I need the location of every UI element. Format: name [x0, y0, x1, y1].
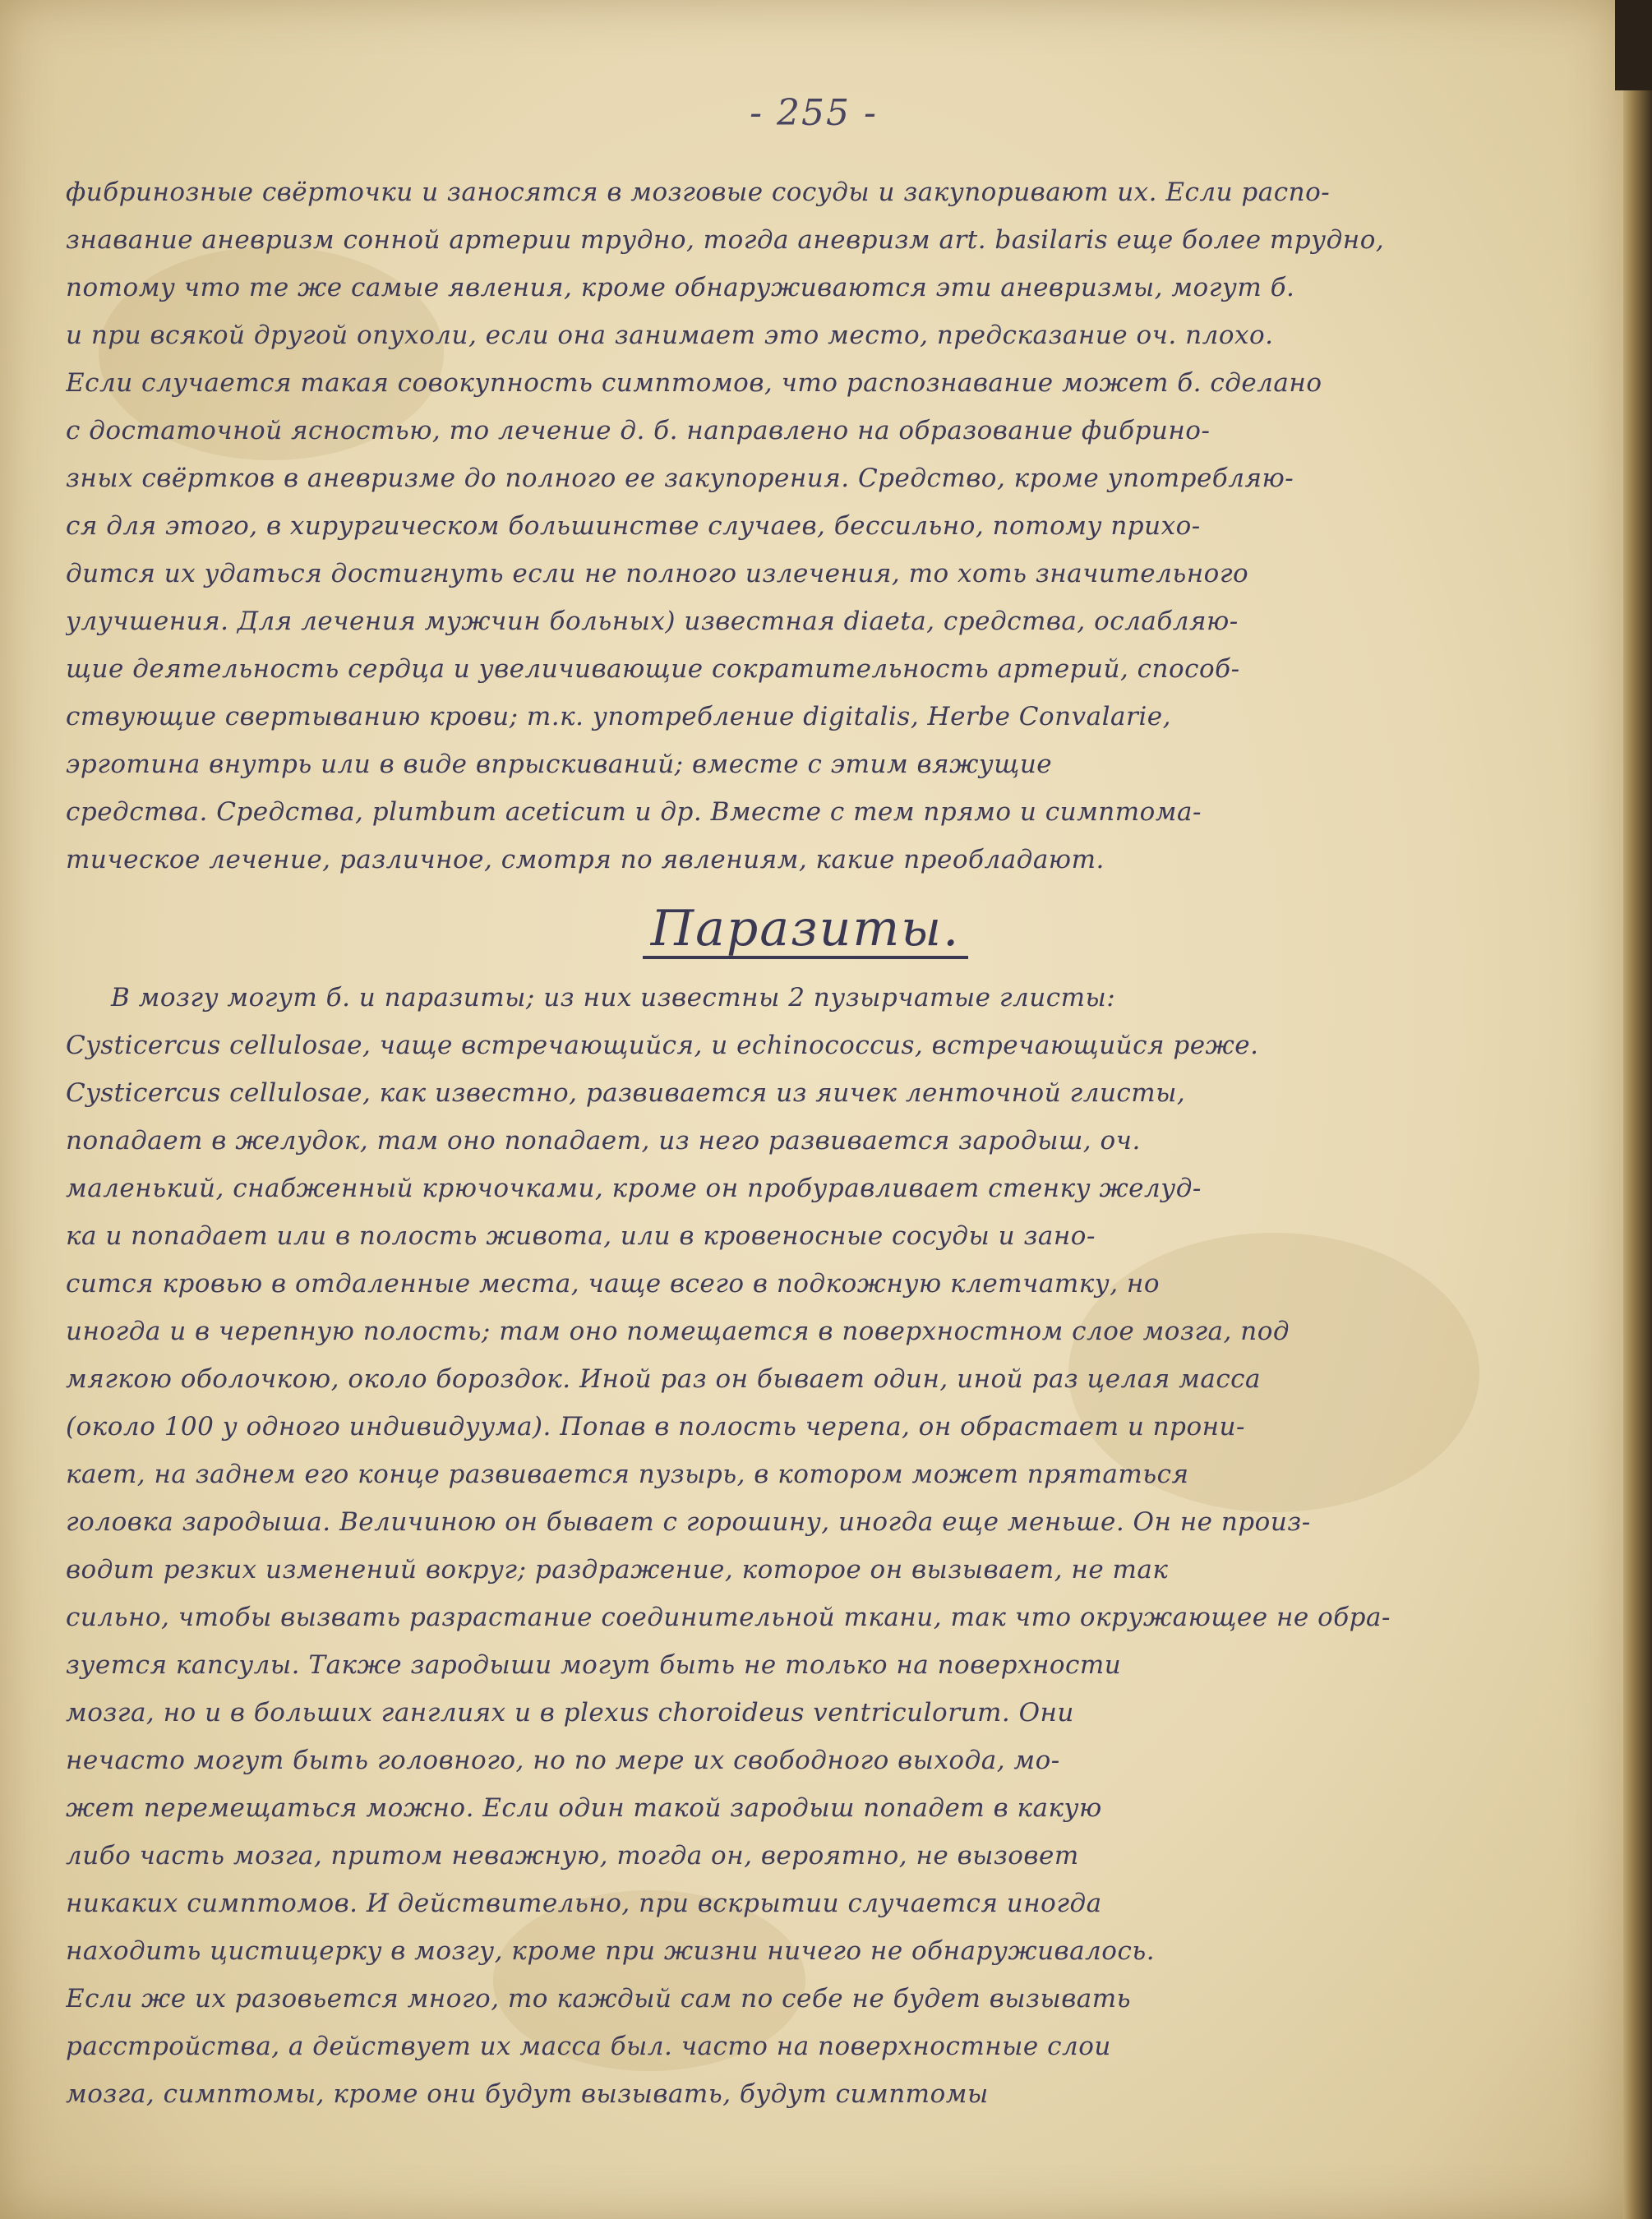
text-line: эрготина внутрь или в виде впрыскиваний; вместе с этим вяжущие — [66, 750, 1053, 779]
text-line: тическое лечение, различное, смотря по явлениям, какие преобладают. — [66, 845, 1105, 874]
section-heading — [66, 883, 1545, 974]
text-line: маленький, снабженный крючочками, кроме он пробуравливает стенку желуд- — [66, 1174, 1202, 1203]
book-spine-edge — [1623, 0, 1652, 2219]
text-line: сится кровью в отдаленные места, чаще всего в подкожную клетчатку, но — [66, 1269, 1161, 1299]
text-line: ка и попадает или в полость живота, или в кровеносные сосуды и зано- — [66, 1221, 1096, 1251]
text-line: иногда и в черепную полость; там оно помещается в поверхностном слое мозга, под — [66, 1317, 1290, 1346]
text-line: попадает в желудок, там оно попадает, из него развивается зародыш, оч. — [66, 1126, 1141, 1156]
text-line: потому что те же самые явления, кроме обнаруживаются эти аневризмы, могут б. — [66, 273, 1295, 302]
text-line: знавание аневризм сонной артерии трудно, тогда аневризм art. basilaris еще более трудно, — [66, 225, 1385, 255]
text-line: находить цистицерку в мозгу, кроме при жизни ничего не обнаруживалось. — [66, 1936, 1156, 1966]
text-line: головка зародыша. Величиною он бывает с горошину, иногда еще меньше. Он не произ- — [66, 1507, 1311, 1537]
text-line: дится их удаться достигнуть если не полного излечения, то хоть значительного — [66, 559, 1249, 588]
text-line: зных свёртков в аневризме до полного ее закупорения. Средство, кроме употребляю- — [66, 464, 1294, 493]
book-corner-shadow — [1615, 0, 1652, 90]
text-line: ся для этого, в хирургическом большинстве случаев, бессильно, потому прихо- — [66, 511, 1201, 541]
text-line: расстройства, а действует их масса был. часто на поверхностные слои — [66, 2032, 1111, 2061]
text-line: и при всякой другой опухоли, если она занимает это место, предсказание оч. плохо. — [66, 321, 1274, 350]
text-line: жет перемещаться можно. Если один такой зародыш попадет в какую — [66, 1793, 1102, 1823]
text-line: В мозгу могут б. и паразиты; из них известны 2 пузырчатые глисты: — [111, 983, 1116, 1013]
text-line: средства. Средства, plumbum aceticum и др. Вместе с тем прямо и симптома- — [66, 797, 1202, 827]
text-line: кает, на заднем его конце развивается пузырь, в котором может прятаться — [66, 1460, 1189, 1489]
page-number: - 255 - — [750, 92, 878, 134]
text-line: Cysticercus cellulosae, чаще встречающийся, и echinococcus, встречающийся реже. — [66, 1031, 1259, 1060]
text-line: фибринозные свёрточки и заносятся в мозговые сосуды и закупоривают их. Если распо- — [66, 178, 1331, 207]
text-line: мозга, но и в больших ганглиях и в plexus choroideus ventriculorum. Они — [66, 1698, 1074, 1728]
text-line: Cysticercus cellulosae, как известно, развивается из яичек ленточной глисты, — [66, 1078, 1186, 1108]
text-line: Если случается такая совокупность симптомов, что распознавание может б. сделано — [66, 368, 1322, 398]
text-line: никаких симптомов. И действительно, при вскрытии случается иногда — [66, 1889, 1102, 1918]
text-line: мягкою оболочкою, около бороздок. Иной раз он бывает один, иной раз целая масса — [66, 1364, 1262, 1394]
text-line: либо часть мозга, притом неважную, тогда он, вероятно, не вызовет — [66, 1841, 1079, 1871]
text-line: водит резких изменений вокруг; раздражение, которое он вызывает, не так — [66, 1555, 1169, 1585]
text-line: ствующие свертыванию крови; т.к. употребление digitalis, Herbe Convalarie, — [66, 702, 1171, 731]
text-line: Если же их разовьется много, то каждый сам по себе не будет вызывать — [66, 1984, 1131, 2014]
section-aneurysm-text — [66, 168, 1545, 883]
heading-text: Паразиты. — [643, 902, 968, 959]
text-line: (около 100 у одного индивидуума). Попав в полость черепа, он обрастает и прони- — [66, 1412, 1245, 1442]
text-line: сильно, чтобы вызвать разрастание соединительной ткани, так что окружающее не обра- — [66, 1603, 1391, 1632]
text-line: зуется капсулы. Также зародыши могут быть не только на поверхности — [66, 1650, 1122, 1680]
section-parasites-text — [66, 974, 1545, 2118]
text-line: мозга, симптомы, кроме они будут вызывать, будут симптомы — [66, 2079, 989, 2109]
text-line: нечасто могут быть головного, но по мере их свободного выхода, мо- — [66, 1746, 1060, 1775]
text-line: с достаточной ясностью, то лечение д. б. направлено на образование фибрино- — [66, 416, 1211, 445]
text-line: улучшения. Для лечения мужчин больных) известная diaeta, средства, ослабляю- — [66, 607, 1239, 636]
manuscript-text — [66, 168, 1545, 2118]
text-line: щие деятельность сердца и увеличивающие сократительность артерий, способ- — [66, 654, 1240, 684]
